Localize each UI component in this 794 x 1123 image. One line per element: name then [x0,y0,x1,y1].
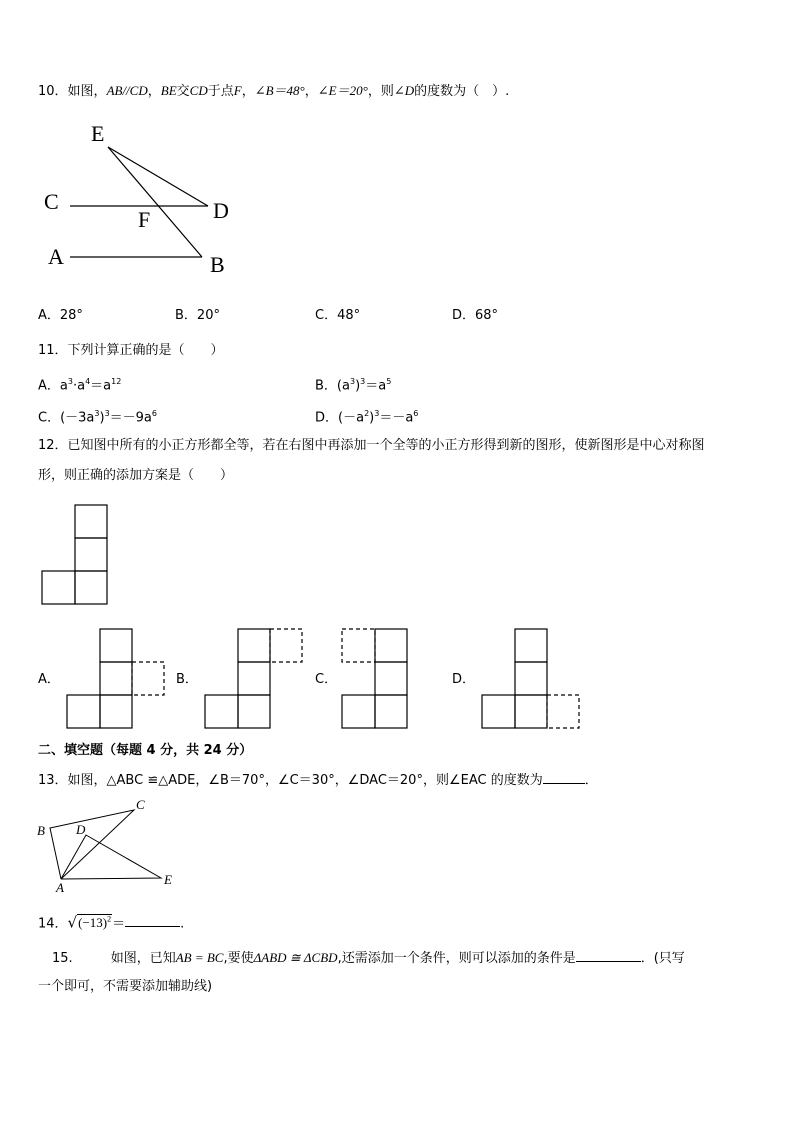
q12-option-a-figure[interactable] [65,628,170,730]
q11-option-d[interactable]: D．$(-a^2)^3=-a^6$ [315,409,419,426]
q10-figure [40,118,250,283]
q10-label-e: E [91,121,105,146]
q12-option-b-figure[interactable] [203,628,308,730]
q10-label-b: B [210,252,225,277]
q14-answer-blank[interactable] [125,912,180,927]
q10-option-b[interactable]: B．20° [175,308,220,323]
q13-label-b: B [37,823,45,838]
q12-stem-line2: 形，则正确的添加方案是（ ） [38,468,234,483]
q10-label-a: A [48,244,64,269]
q12-option-d-label[interactable]: D． [452,672,476,687]
q10-label-f: F [138,207,151,232]
q10-label-c: C [44,189,59,214]
q14-stem: 14．$√(-13)^2=$ . [38,913,185,932]
q10-option-a[interactable]: A．28° [38,308,83,323]
q13-label-d: D [76,822,86,837]
q12-option-c-figure[interactable] [340,628,412,730]
q12-option-a-label[interactable]: A． [38,672,60,687]
q15-stem-line2: 一个即可，不需要添加辅助线) [38,979,213,994]
q13-figure [36,796,186,896]
q15-stem-line1: 15. 如图，已知AB = BC,要使ΔABD ≅ ΔCBD,还需添加一个条件，则可以添加的条件是 ．(只写 [52,947,685,968]
q12-stem-line1: 12．已知图中所有的小正方形都全等，若在右图中再添加一个全等的小正方形得到新的图形，使新图形是中心对称图 [38,438,705,453]
section-2-heading: 二、填空题（每题 4 分，共 24 分） [38,743,253,758]
q11-option-b[interactable]: B．$(a^3)^3=a^5$ [315,377,392,394]
q13-answer-blank[interactable] [543,769,585,784]
q15-answer-blank[interactable] [576,947,641,962]
q13-stem: 13．如图，△ABC ≌△ADE，∠B＝70°，∠C＝30°，∠DAC＝20°，则∠EAC 的度数为 ． [38,769,598,790]
q13-label-e: E [164,872,172,887]
q11-option-c[interactable]: C．$(-3a^3)^3=-9a^6$ [38,409,157,426]
q10-label-d: D [213,198,229,223]
q10-option-d[interactable]: D．68° [452,308,499,323]
q13-label-c: C [136,797,145,812]
q12-option-c-label[interactable]: C． [315,672,338,687]
q12-base-figure [40,503,112,607]
radical-sign-icon: √ [67,913,78,932]
q10-stem: 10．如图，AB//CD，BE交CD于点F，∠B＝48°，∠E＝20°，则∠D的度数为（ ）. [38,83,510,99]
q12-option-b-label[interactable]: B． [176,672,198,687]
q12-option-d-figure[interactable] [480,628,585,730]
q13-label-a: A [56,880,64,895]
q11-option-a[interactable]: A．$a^3\cdot a^4=a^{12}$ [38,377,122,394]
q10-option-c[interactable]: C．48° [315,308,361,323]
q11-stem: 11．下列计算正确的是（ ） [38,343,224,358]
